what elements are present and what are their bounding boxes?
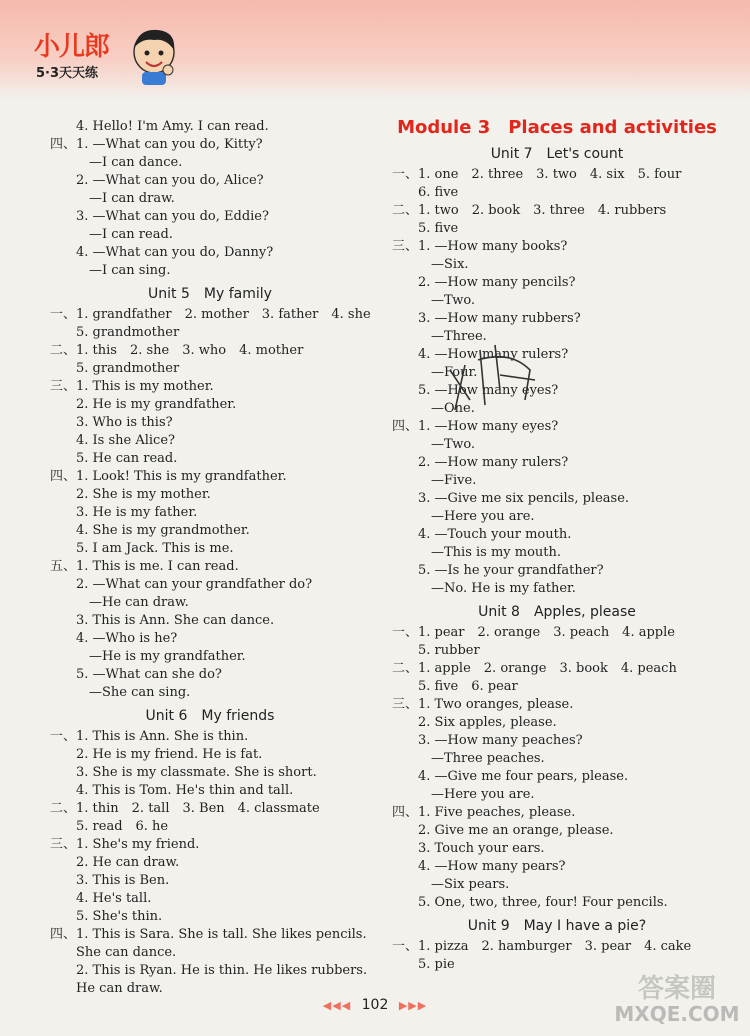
watermark-url: MXQE.COM [614,1002,740,1026]
answer-line: 5. He can read. [50,451,178,466]
answer-line: 5. —Is he your grandfather? [392,563,604,578]
brand-logo [28,20,178,90]
answer-line: —One. [392,401,475,416]
answer-line: 2. He can draw. [50,855,180,870]
answer-line: 4. This is Tom. He's thin and tall. [50,783,294,798]
answer-line: 4. He's tall. [50,891,152,906]
answer-line: 5. She's thin. [50,909,163,924]
answer-column-left [50,118,370,998]
unit-heading: Unit 8 Apples, please [478,604,636,620]
answer-line: —Three peaches. [392,751,545,766]
answer-column-right [392,118,722,974]
answer-line: 2. —How many rulers? [392,455,569,470]
unit-heading: Unit 7 Let's count [490,146,624,162]
mascot-boy-icon [128,26,180,86]
answer-line: —Two. [392,437,476,452]
answer-line: 四、1. This is Sara. She is tall. She likes pencils. [50,927,367,942]
answer-line: 四、1. —How many eyes? [392,419,559,434]
answer-line: 3. He is my father. [50,505,198,520]
answer-line: —Two. [392,293,476,308]
answer-line: 4. —How many rulers? [392,347,569,362]
answer-line: 4. —Give me four pears, please. [392,769,629,784]
answer-line: —Six. [392,257,469,272]
answer-line: 4. She is my grandmother. [50,523,250,538]
answer-line: —Three. [392,329,487,344]
answer-line: 2. —What can your grandfather do? [50,577,313,592]
watermark-text: 答案圈 [637,974,716,1004]
answer-line: 5. —How many eyes? [392,383,559,398]
answer-line: 四、1. —What can you do, Kitty? [50,137,263,152]
answer-line: 2. He is my grandfather. [50,397,237,412]
watermark [612,968,742,1030]
answer-line: 5. pie [392,957,455,972]
answer-line: 2. Six apples, please. [392,715,557,730]
answer-line: 3. —What can you do, Eddie? [50,209,269,224]
answer-line: 5. five 6. pear [392,679,518,694]
page-number: 102 [361,997,389,1013]
answer-line: —Five. [392,473,477,488]
answer-line: 3. Touch your ears. [392,841,545,856]
handwritten-scribble-icon [440,330,550,420]
unit-heading: Unit 6 My friends [145,708,275,724]
answer-line: 3. This is Ben. [50,873,170,888]
unit-heading: Unit 9 May I have a pie? [467,918,647,934]
answer-line: 5. One, two, three, four! Four pencils. [392,895,668,910]
answer-line: 二、1. this 2. she 3. who 4. mother [50,343,304,358]
answer-line: 5. —What can she do? [50,667,222,682]
answer-line: —Here you are. [392,787,535,802]
answer-line: 4. Is she Alice? [50,433,175,448]
answer-line: 2. —What can you do, Alice? [50,173,264,188]
answer-line: 4. —Who is he? [50,631,178,646]
answer-line: He can draw. [50,981,163,996]
answer-line: 4. —Touch your mouth. [392,527,572,542]
answer-line: 4. Hello! I'm Amy. I can read. [50,119,269,134]
answer-line: 4. —What can you do, Danny? [50,245,274,260]
answer-line: —I can sing. [50,263,171,278]
answer-line: 4. —How many pears? [392,859,566,874]
answer-line: 一、1. pizza 2. hamburger 3. pear 4. cake [392,939,692,954]
answer-line: 2. —How many pencils? [392,275,576,290]
answer-line: 3. She is my classmate. She is short. [50,765,317,780]
answer-line: 2. This is Ryan. He is thin. He likes rubbers. [50,963,368,978]
answer-line: 3. —How many peaches? [392,733,583,748]
answer-line: 5. grandmother [50,361,180,376]
answer-line: 二、1. thin 2. tall 3. Ben 4. classmate [50,801,320,816]
answer-line: —Six pears. [392,877,510,892]
answer-line: —Four. [392,365,478,380]
arrows-left-icon: ◀◀◀ [322,999,352,1012]
answer-line: 2. He is my friend. He is fat. [50,747,263,762]
logo-title: 小儿郎 [34,32,110,62]
answer-line: —She can sing. [50,685,191,700]
answer-line: —Here you are. [392,509,535,524]
answer-line: 6. five [392,185,459,200]
answer-line: 三、1. She's my friend. [50,837,200,852]
answer-line: 3. —How many rubbers? [392,311,581,326]
module-heading: Module 3 Places and activities [397,117,717,138]
logo-subtitle: 5·3天天练 [36,66,99,81]
answer-line: 三、1. Two oranges, please. [392,697,574,712]
answer-line: —I can dance. [50,155,183,170]
answer-line: 2. She is my mother. [50,487,211,502]
arrows-right-icon: ▶▶▶ [398,999,428,1012]
answer-line: 5. grandmother [50,325,180,340]
answer-line: 二、1. apple 2. orange 3. book 4. peach [392,661,677,676]
answer-line: 二、1. two 2. book 3. three 4. rubbers [392,203,667,218]
answer-line: 5. I am Jack. This is me. [50,541,234,556]
answer-line: 一、1. This is Ann. She is thin. [50,729,249,744]
answer-line: —He is my grandfather. [50,649,246,664]
answer-line: 一、1. grandfather 2. mother 3. father 4. she [50,307,371,322]
answer-line: —This is my mouth. [392,545,562,560]
answer-line: 5. five [392,221,459,236]
answer-line: 四、1. Five peaches, please. [392,805,576,820]
answer-line: —I can draw. [50,191,175,206]
answer-line: 3. —Give me six pencils, please. [392,491,630,506]
answer-line: —I can read. [50,227,173,242]
answer-line: —He can draw. [50,595,189,610]
answer-line: 五、1. This is me. I can read. [50,559,239,574]
answer-line: 一、1. one 2. three 3. two 4. six 5. four [392,167,682,182]
answer-line: 一、1. pear 2. orange 3. peach 4. apple [392,625,675,640]
answer-line: 5. read 6. he [50,819,169,834]
answer-line: 四、1. Look! This is my grandfather. [50,469,287,484]
answer-line: 2. Give me an orange, please. [392,823,614,838]
answer-line: 三、1. —How many books? [392,239,568,254]
answer-line: 3. Who is this? [50,415,173,430]
answer-line: 3. This is Ann. She can dance. [50,613,275,628]
answer-line: 5. rubber [392,643,480,658]
answer-line: 三、1. This is my mother. [50,379,214,394]
answer-line: —No. He is my father. [392,581,576,596]
unit-heading: Unit 5 My family [148,286,272,302]
answer-line: She can dance. [50,945,177,960]
